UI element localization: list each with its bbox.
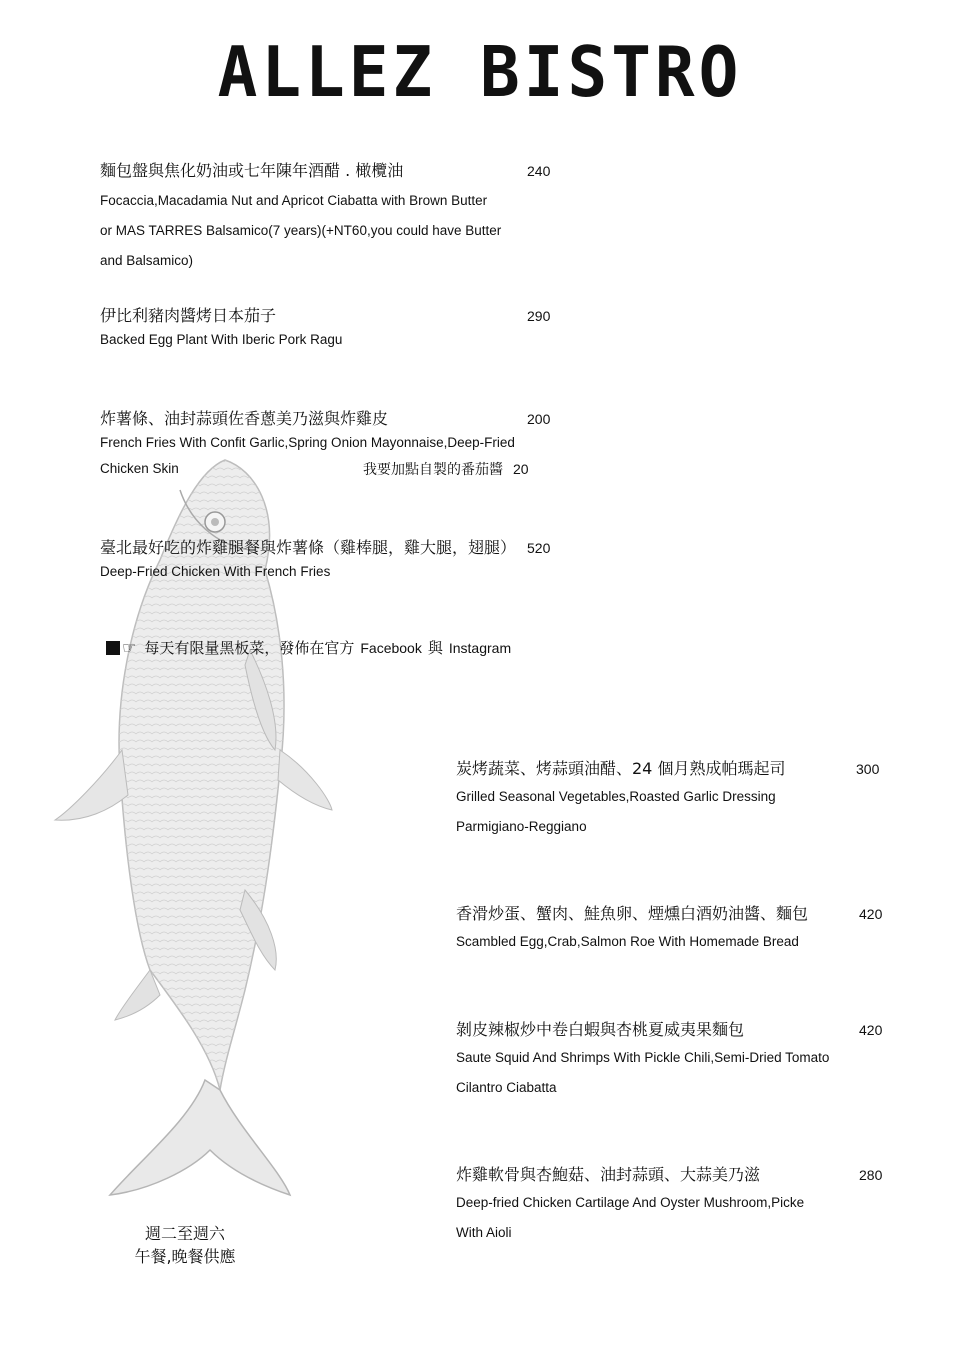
item-desc-line: Parmigiano-Reggiano [456, 819, 587, 834]
hours-meals: 午餐,晚餐供應 [134, 1247, 236, 1266]
addon-label: 我要加點自製的番茄醬 [363, 462, 503, 478]
menu-item-squid-shrimp [456, 1019, 896, 1103]
item-name: 剝皮辣椒炒中卷白蝦與杏桃夏威夷果麵包 [456, 1020, 745, 1039]
item-desc-line: Grilled Seasonal Vegetables,Roasted Garlic Dressing [456, 789, 776, 804]
item-price: 520 [527, 540, 551, 556]
item-name: 香滑炒蛋、蟹肉、鮭魚卵、煙燻白酒奶油醬、麵包 [456, 904, 809, 923]
item-price: 420 [859, 1022, 883, 1038]
item-desc-line: French Fries With Confit Garlic,Spring Onion Mayonnaise,Deep-Fried [100, 435, 515, 450]
item-price: 290 [527, 308, 551, 324]
brand-logo: ALLEZ BISTRO [217, 32, 743, 113]
item-desc-line: Backed Egg Plant With Iberic Pork Ragu [100, 332, 343, 347]
menu-item-grilled-vegetables [456, 758, 896, 842]
item-name: 伊比利豬肉醬烤日本茄子 [100, 306, 277, 325]
item-desc-line: or MAS TARRES Balsamico(7 years)(+NT60,you could have Butter [100, 223, 502, 238]
item-name: 臺北最好吃的炸雞腿餐與炸薯條（雞棒腿，雞大腿，翅腿） [100, 538, 517, 557]
item-desc-line: Deep-fried Chicken Cartilage And Oyster Mushroom,Picke [456, 1195, 805, 1210]
blackboard-notice [106, 637, 511, 659]
menu-item-scrambled-egg [456, 903, 896, 957]
facebook-text: Facebook [360, 640, 422, 656]
notice-and: 與 [427, 639, 443, 657]
item-name: 炸薯條、油封蒜頭佐香蔥美乃滋與炸雞皮 [100, 409, 389, 428]
notice-text: 每天有限量黑板菜，發佈在官方 [144, 639, 355, 657]
menu-item-fried-chicken [100, 537, 560, 585]
item-desc-line: Deep-Fried Chicken With French Fries [100, 564, 331, 579]
item-desc-line: Focaccia,Macadamia Nut and Apricot Ciabatta with Brown Butter [100, 193, 488, 208]
item-name: 炸雞軟骨與杏鮑菇、油封蒜頭、大蒜美乃滋 [456, 1165, 761, 1184]
opening-hours [100, 1222, 270, 1268]
item-desc-line: Cilantro Ciabatta [456, 1080, 557, 1095]
item-name: 麵包盤與焦化奶油或七年陳年酒醋 . 橄欖油 [100, 161, 404, 180]
hours-days: 週二至週六 [144, 1224, 225, 1243]
menu-item-chicken-cartilage [456, 1164, 896, 1248]
addon-price: 20 [513, 461, 529, 477]
menu-item-eggplant [100, 305, 560, 353]
item-price: 200 [527, 411, 551, 427]
item-desc-line: With Aioli [456, 1225, 512, 1240]
item-price: 240 [527, 163, 551, 179]
instagram-text: Instagram [448, 640, 512, 656]
item-desc-line: Chicken Skin [100, 461, 179, 476]
addon-ketchup [363, 458, 529, 481]
item-price: 300 [856, 761, 880, 777]
item-desc-line: Saute Squid And Shrimps With Pickle Chili,Semi-Dried Tomato [456, 1050, 830, 1065]
item-desc-line: Scambled Egg,Crab,Salmon Roe With Homemade Bread [456, 934, 799, 949]
item-name: 炭烤蔬菜、烤蒜頭油醋、24 個月熟成帕瑪起司 [456, 759, 786, 778]
item-desc-line: and Balsamico) [100, 253, 194, 268]
item-price: 280 [859, 1167, 883, 1183]
item-price: 420 [859, 906, 883, 922]
menu-item-bread-plate [100, 160, 560, 276]
pointing-hand-icon: ☞ [122, 638, 137, 657]
black-square-icon [106, 641, 120, 655]
